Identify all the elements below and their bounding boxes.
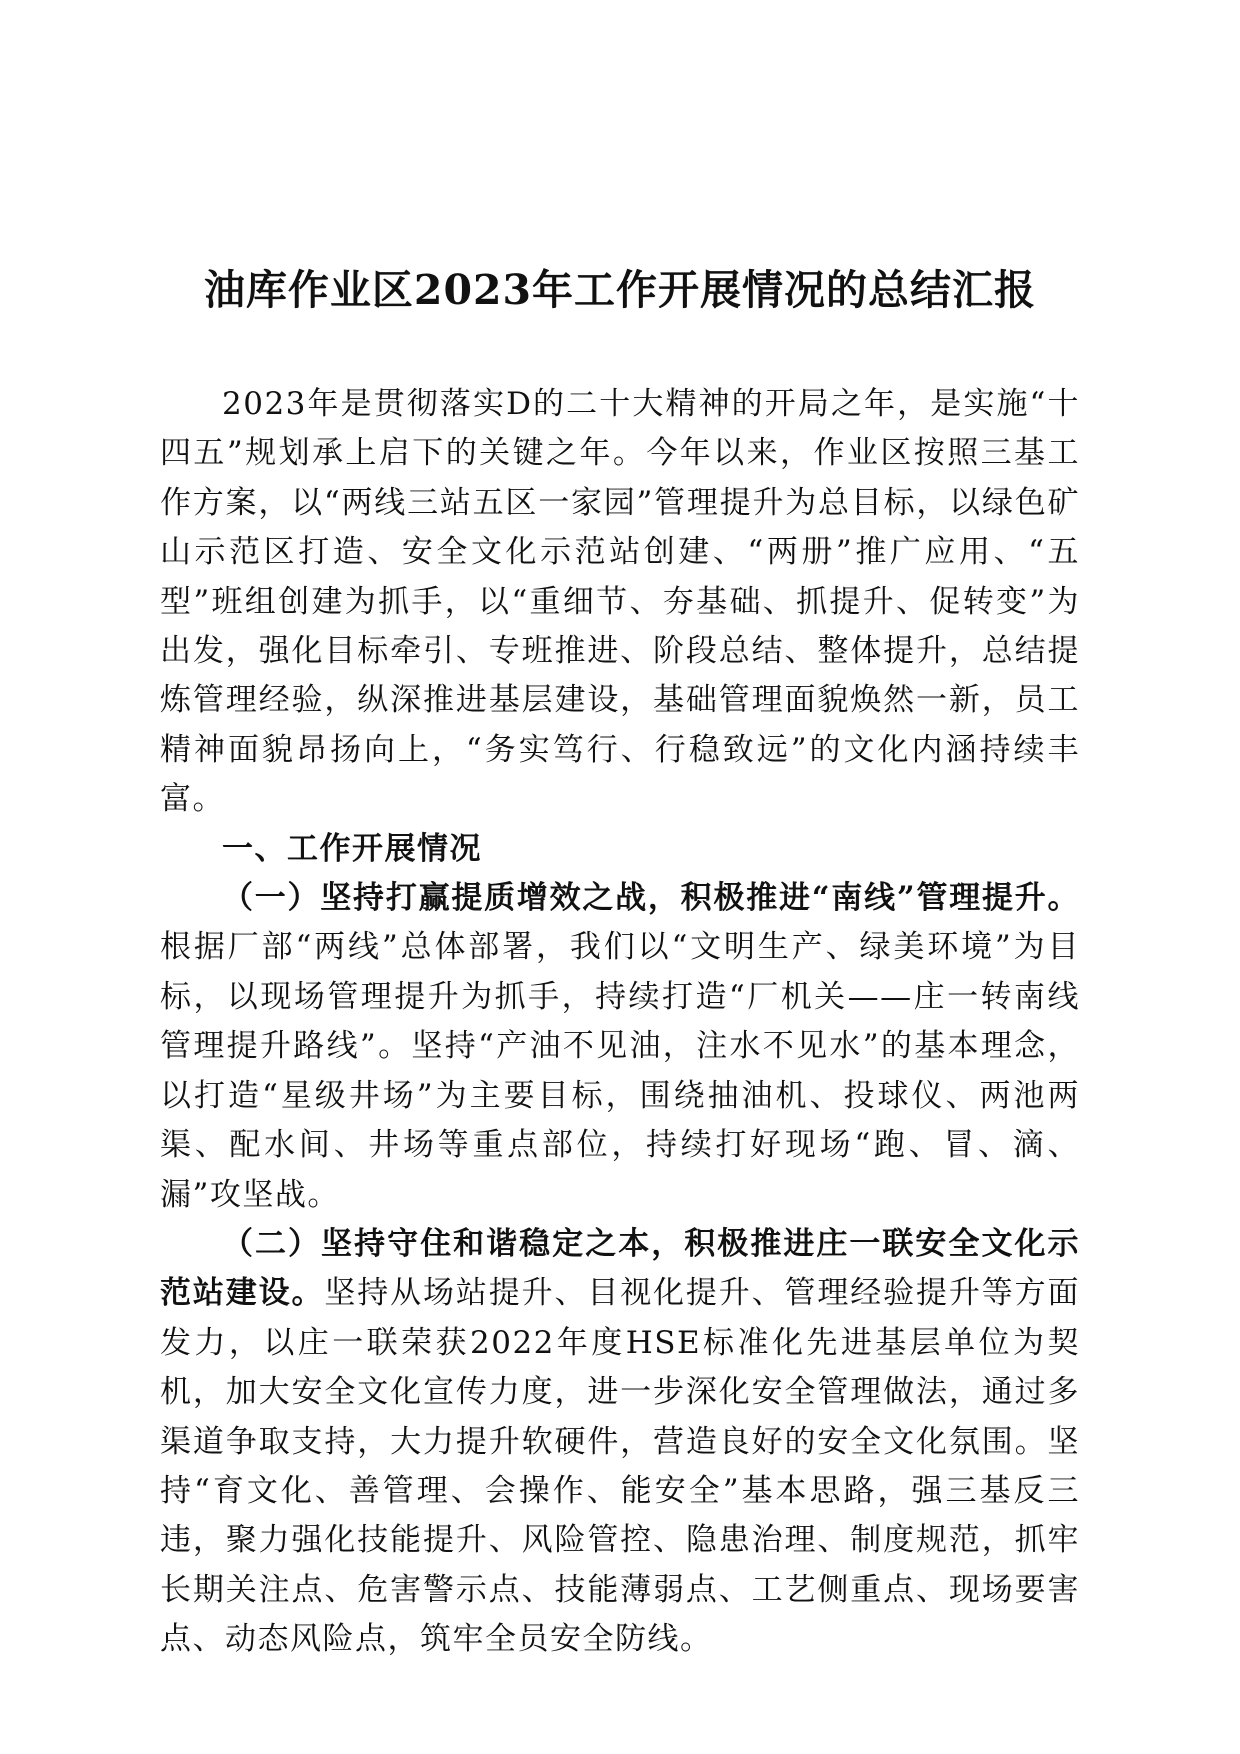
section-heading: 一、工作开展情况 bbox=[222, 830, 482, 867]
item-2-text: 坚持从场站提升、目视化提升、管理经验提升等方面发力，以庄一联荣获2022年度HSE标准化先进基层单位为契机，加大安全文化宣传力度，进一步深化安全管理做法，通过多渠道争取支持，大力提升软硬件，营造良好的安全文化氛围。坚持“育文化、善管理、会操作、能安全”基本思路，强三基反三违，聚力强化技能提升、风险管控、隐患治理、制度规范，抓牢长期关注点、危害警示点、技能薄弱点、工艺侧重点、现场要害点、动态风险点，筑牢全员安全防线。 bbox=[160, 1275, 1081, 1658]
item-2-paragraph bbox=[160, 1220, 1080, 1665]
item-1-paragraph bbox=[160, 874, 1080, 1220]
item-2-lead: （二）坚持守住和谐稳定之本，积极推进庄一联安全文化示范站建设。 bbox=[160, 1225, 1080, 1312]
item-1-text: 根据厂部“两线”总体部署，我们以“文明生产、绿美环境”为目标，以现场管理提升为抓手，持续打造“厂机关——庄一转南线管理提升路线”。坚持“产油不见油，注水不见水”的基本理念，以打造“星级井场”为主要目标，围绕抽油机、投球仪、两池两渠、配水间、井场等重点部位，持续打好现场“跑、冒、滴、漏”攻坚战。 bbox=[160, 929, 1080, 1213]
intro-paragraph: 2023年是贯彻落实D的二十大精神的开局之年，是实施“十四五”规划承上启下的关键之年。今年以来，作业区按照三基工作方案，以“两线三站五区一家园”管理提升为总目标，以绿色矿山示范区打造、安全文化示范站创建、“两册”推广应用、“五型”班组创建为抓手，以“重细节、夯基础、抓提升、促转变”为出发，强化目标牵引、专班推进、阶段总结、整体提升，总结提炼管理经验，纵深推进基层建设，基础管理面貌焕然一新，员工精神面貌昂扬向上，“务实笃行、行稳致远”的文化内涵持续丰富。 bbox=[160, 386, 1080, 818]
item-1-lead: （一）坚持打赢提质增效之战，积极推进“南线”管理提升。 bbox=[222, 880, 1080, 917]
document-title: 油库作业区2023年工作开展情况的总结汇报 bbox=[203, 266, 1037, 314]
document-body bbox=[160, 380, 1080, 1665]
